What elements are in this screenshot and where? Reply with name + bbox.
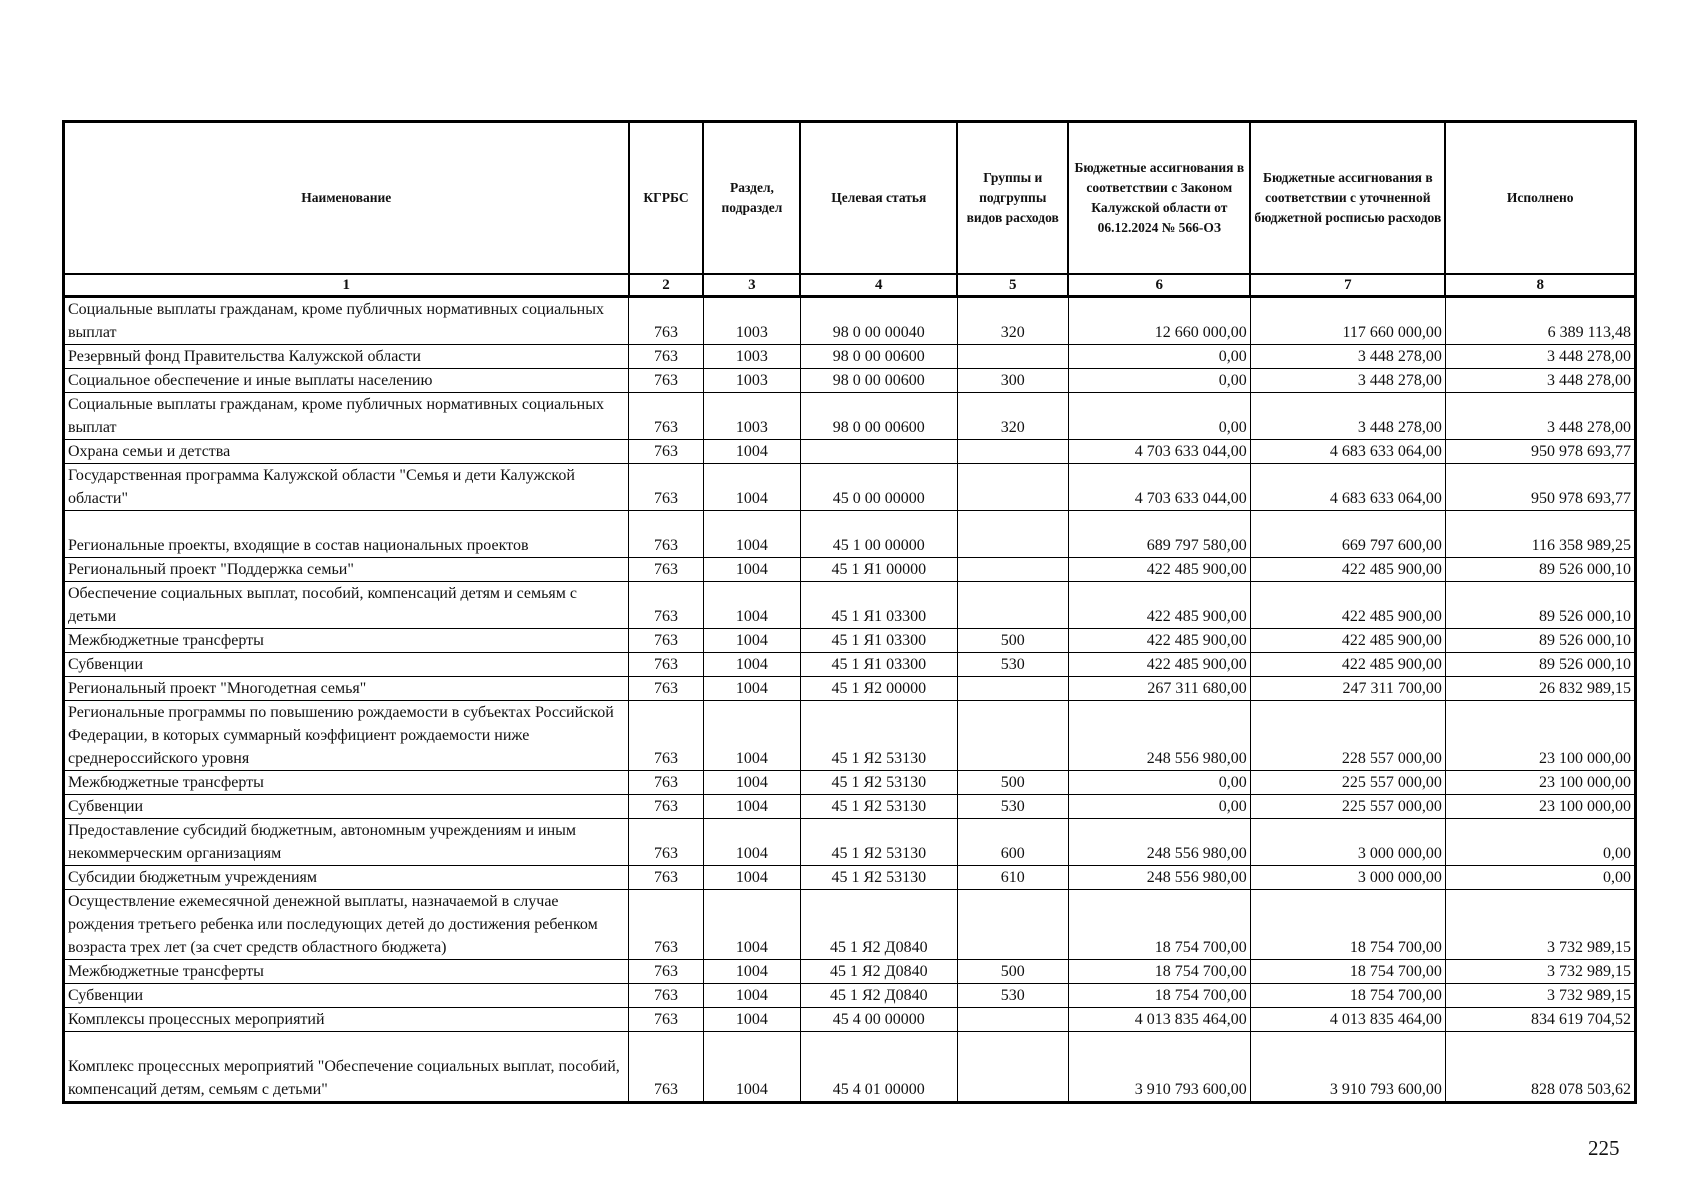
table-row: [64, 984, 1636, 1008]
table-row: [64, 464, 1636, 511]
table-row: [64, 960, 1636, 984]
column-number: 7: [1250, 274, 1445, 297]
cell-law: 248 556 980,00: [1068, 819, 1250, 866]
table-row: [64, 677, 1636, 701]
cell-target: 45 1 Я2 Д0840: [800, 984, 957, 1008]
page-number: 225: [1588, 1136, 1620, 1160]
cell-kgrbs: 763: [629, 393, 704, 440]
cell-executed: 3 732 989,15: [1445, 984, 1635, 1008]
cell-name: Охрана семьи и детства: [64, 440, 629, 464]
cell-executed: 950 978 693,77: [1445, 464, 1635, 511]
cell-executed: 26 832 989,15: [1445, 677, 1635, 701]
cell-law: 0,00: [1068, 795, 1250, 819]
column-number: 4: [800, 274, 957, 297]
cell-target: 45 1 Я1 03300: [800, 629, 957, 653]
cell-group: 320: [957, 393, 1068, 440]
cell-target: 45 1 Я2 53130: [800, 771, 957, 795]
cell-kgrbs: 763: [629, 653, 704, 677]
cell-group: 500: [957, 771, 1068, 795]
cell-law: 4 013 835 464,00: [1068, 1008, 1250, 1032]
column-number-row: [64, 274, 1636, 297]
budget-table: [62, 120, 1637, 1104]
cell-executed: 89 526 000,10: [1445, 558, 1635, 582]
cell-law: 0,00: [1068, 771, 1250, 795]
cell-refined: 225 557 000,00: [1250, 795, 1445, 819]
column-number: 3: [703, 274, 800, 297]
cell-kgrbs: 763: [629, 701, 704, 771]
cell-name: Региональные проекты, входящие в состав национальных проектов: [64, 511, 629, 558]
cell-group: 500: [957, 960, 1068, 984]
cell-executed: 3 732 989,15: [1445, 890, 1635, 960]
cell-refined: 422 485 900,00: [1250, 582, 1445, 629]
cell-executed: 89 526 000,10: [1445, 653, 1635, 677]
cell-group: 610: [957, 866, 1068, 890]
column-number: 6: [1068, 274, 1250, 297]
cell-executed: 3 732 989,15: [1445, 960, 1635, 984]
cell-kgrbs: 763: [629, 819, 704, 866]
cell-group: [957, 582, 1068, 629]
cell-refined: 3 000 000,00: [1250, 866, 1445, 890]
table-row: [64, 795, 1636, 819]
table-row: [64, 1032, 1636, 1103]
cell-name: Государственная программа Калужской области "Семья и дети Калужской области": [64, 464, 629, 511]
cell-law: 0,00: [1068, 393, 1250, 440]
cell-name: Межбюджетные трансферты: [64, 629, 629, 653]
cell-executed: 89 526 000,10: [1445, 582, 1635, 629]
cell-section: 1004: [703, 653, 800, 677]
cell-group: 500: [957, 629, 1068, 653]
cell-name: Субсидии бюджетным учреждениям: [64, 866, 629, 890]
cell-kgrbs: 763: [629, 369, 704, 393]
cell-target: 98 0 00 00600: [800, 393, 957, 440]
cell-executed: 0,00: [1445, 866, 1635, 890]
cell-executed: 828 078 503,62: [1445, 1032, 1635, 1103]
table-header-row: [64, 122, 1636, 275]
header-executed: Исполнено: [1445, 122, 1635, 275]
cell-target: 45 1 Я2 53130: [800, 819, 957, 866]
cell-law: 3 910 793 600,00: [1068, 1032, 1250, 1103]
cell-law: 248 556 980,00: [1068, 701, 1250, 771]
table-row: [64, 771, 1636, 795]
cell-refined: 18 754 700,00: [1250, 960, 1445, 984]
cell-group: [957, 677, 1068, 701]
header-kgrbs: КГРБС: [629, 122, 704, 275]
cell-target: 98 0 00 00600: [800, 369, 957, 393]
cell-executed: 23 100 000,00: [1445, 771, 1635, 795]
table-row: [64, 511, 1636, 558]
cell-section: 1004: [703, 1032, 800, 1103]
column-number: 1: [64, 274, 629, 297]
cell-executed: 89 526 000,10: [1445, 629, 1635, 653]
table-body: [64, 297, 1636, 1103]
cell-target: 45 1 Я1 00000: [800, 558, 957, 582]
cell-name: Обеспечение социальных выплат, пособий, компенсаций детям и семьям с детьми: [64, 582, 629, 629]
cell-kgrbs: 763: [629, 297, 704, 345]
cell-executed: 23 100 000,00: [1445, 701, 1635, 771]
cell-law: 4 703 633 044,00: [1068, 464, 1250, 511]
cell-name: Региональные программы по повышению рождаемости в субъектах Российской Федерации, в которых суммарный коэффициент рождаемости ниже среднероссийского уровня: [64, 701, 629, 771]
cell-section: 1004: [703, 582, 800, 629]
cell-group: [957, 1032, 1068, 1103]
cell-target: 45 1 Я2 Д0840: [800, 890, 957, 960]
cell-target: 45 4 01 00000: [800, 1032, 957, 1103]
table-row: [64, 369, 1636, 393]
cell-refined: 422 485 900,00: [1250, 653, 1445, 677]
cell-name: Осуществление ежемесячной денежной выплаты, назначаемой в случае рождения третьего ребенка или последующих детей до достижения ребенком возраста трех лет (за счет средств областного бюджета): [64, 890, 629, 960]
cell-law: 18 754 700,00: [1068, 960, 1250, 984]
cell-section: 1003: [703, 393, 800, 440]
cell-executed: 3 448 278,00: [1445, 345, 1635, 369]
cell-group: [957, 440, 1068, 464]
cell-section: 1004: [703, 677, 800, 701]
cell-section: 1004: [703, 795, 800, 819]
cell-refined: 228 557 000,00: [1250, 701, 1445, 771]
cell-name: Комплексы процессных мероприятий: [64, 1008, 629, 1032]
cell-law: 12 660 000,00: [1068, 297, 1250, 345]
cell-kgrbs: 763: [629, 960, 704, 984]
table-row: [64, 819, 1636, 866]
cell-target: 45 4 00 00000: [800, 1008, 957, 1032]
cell-group: 600: [957, 819, 1068, 866]
cell-refined: 4 683 633 064,00: [1250, 464, 1445, 511]
cell-group: [957, 890, 1068, 960]
cell-section: 1004: [703, 1008, 800, 1032]
cell-kgrbs: 763: [629, 984, 704, 1008]
cell-refined: 422 485 900,00: [1250, 629, 1445, 653]
cell-law: 0,00: [1068, 369, 1250, 393]
cell-refined: 18 754 700,00: [1250, 890, 1445, 960]
cell-kgrbs: 763: [629, 890, 704, 960]
cell-refined: 422 485 900,00: [1250, 558, 1445, 582]
cell-group: [957, 558, 1068, 582]
cell-refined: 4 683 633 064,00: [1250, 440, 1445, 464]
cell-refined: 117 660 000,00: [1250, 297, 1445, 345]
cell-law: 422 485 900,00: [1068, 582, 1250, 629]
cell-kgrbs: 763: [629, 440, 704, 464]
cell-target: 45 1 Я2 53130: [800, 795, 957, 819]
cell-section: 1004: [703, 819, 800, 866]
cell-name: Социальное обеспечение и иные выплаты населению: [64, 369, 629, 393]
cell-target: 45 1 Я2 53130: [800, 866, 957, 890]
cell-section: 1003: [703, 369, 800, 393]
header-section: Раздел, подраздел: [703, 122, 800, 275]
cell-kgrbs: 763: [629, 677, 704, 701]
cell-refined: 247 311 700,00: [1250, 677, 1445, 701]
cell-refined: 3 448 278,00: [1250, 369, 1445, 393]
cell-law: 0,00: [1068, 345, 1250, 369]
cell-section: 1004: [703, 440, 800, 464]
cell-section: 1004: [703, 464, 800, 511]
cell-kgrbs: 763: [629, 582, 704, 629]
cell-law: 4 703 633 044,00: [1068, 440, 1250, 464]
table-row: [64, 653, 1636, 677]
table-row: [64, 345, 1636, 369]
header-name: Наименование: [64, 122, 629, 275]
cell-refined: 3 910 793 600,00: [1250, 1032, 1445, 1103]
cell-group: 530: [957, 795, 1068, 819]
cell-kgrbs: 763: [629, 558, 704, 582]
cell-executed: 834 619 704,52: [1445, 1008, 1635, 1032]
column-number: 5: [957, 274, 1068, 297]
cell-section: 1003: [703, 345, 800, 369]
table-row: [64, 629, 1636, 653]
cell-target: 45 1 Я2 00000: [800, 677, 957, 701]
cell-name: Предоставление субсидий бюджетным, автономным учреждениям и иным некоммерческим организациям: [64, 819, 629, 866]
cell-law: 422 485 900,00: [1068, 653, 1250, 677]
cell-section: 1004: [703, 701, 800, 771]
header-groups: Группы и подгруппы видов расходов: [957, 122, 1068, 275]
table-row: [64, 297, 1636, 345]
cell-kgrbs: 763: [629, 345, 704, 369]
header-refined: Бюджетные ассигнования в соответствии с уточненной бюджетной росписью расходов: [1250, 122, 1445, 275]
cell-group: [957, 1008, 1068, 1032]
cell-refined: 3 448 278,00: [1250, 345, 1445, 369]
cell-target: 45 1 00 00000: [800, 511, 957, 558]
cell-name: Социальные выплаты гражданам, кроме публичных нормативных социальных выплат: [64, 393, 629, 440]
cell-target: [800, 440, 957, 464]
cell-refined: 3 448 278,00: [1250, 393, 1445, 440]
cell-executed: 6 389 113,48: [1445, 297, 1635, 345]
table-row: [64, 701, 1636, 771]
cell-name: Субвенции: [64, 795, 629, 819]
header-law: Бюджетные ассигнования в соответствии с Законом Калужской области от 06.12.2024 № 566-ОЗ: [1068, 122, 1250, 275]
cell-section: 1004: [703, 629, 800, 653]
cell-target: 45 1 Я2 Д0840: [800, 960, 957, 984]
cell-name: Межбюджетные трансферты: [64, 960, 629, 984]
cell-section: 1004: [703, 558, 800, 582]
cell-section: 1004: [703, 984, 800, 1008]
cell-target: 45 1 Я1 03300: [800, 582, 957, 629]
cell-section: 1004: [703, 866, 800, 890]
cell-group: [957, 701, 1068, 771]
cell-target: 45 1 Я1 03300: [800, 653, 957, 677]
cell-kgrbs: 763: [629, 464, 704, 511]
cell-name: Межбюджетные трансферты: [64, 771, 629, 795]
cell-group: [957, 464, 1068, 511]
cell-law: 422 485 900,00: [1068, 629, 1250, 653]
table-row: [64, 393, 1636, 440]
cell-section: 1004: [703, 771, 800, 795]
table-row: [64, 1008, 1636, 1032]
cell-name: Субвенции: [64, 653, 629, 677]
cell-executed: 3 448 278,00: [1445, 369, 1635, 393]
cell-group: [957, 345, 1068, 369]
table-row: [64, 558, 1636, 582]
column-number: 2: [629, 274, 704, 297]
cell-law: 267 311 680,00: [1068, 677, 1250, 701]
cell-law: 18 754 700,00: [1068, 890, 1250, 960]
cell-target: 45 1 Я2 53130: [800, 701, 957, 771]
cell-section: 1004: [703, 511, 800, 558]
cell-kgrbs: 763: [629, 1032, 704, 1103]
cell-law: 689 797 580,00: [1068, 511, 1250, 558]
cell-name: Региональный проект "Поддержка семьи": [64, 558, 629, 582]
cell-refined: 4 013 835 464,00: [1250, 1008, 1445, 1032]
cell-kgrbs: 763: [629, 1008, 704, 1032]
cell-target: 98 0 00 00600: [800, 345, 957, 369]
cell-section: 1003: [703, 297, 800, 345]
cell-target: 98 0 00 00040: [800, 297, 957, 345]
cell-executed: 950 978 693,77: [1445, 440, 1635, 464]
cell-section: 1004: [703, 960, 800, 984]
cell-law: 422 485 900,00: [1068, 558, 1250, 582]
cell-kgrbs: 763: [629, 866, 704, 890]
cell-name: Социальные выплаты гражданам, кроме публичных нормативных социальных выплат: [64, 297, 629, 345]
cell-law: 18 754 700,00: [1068, 984, 1250, 1008]
cell-group: 300: [957, 369, 1068, 393]
table-row: [64, 440, 1636, 464]
table-row: [64, 890, 1636, 960]
table-row: [64, 866, 1636, 890]
cell-name: Субвенции: [64, 984, 629, 1008]
cell-group: 530: [957, 653, 1068, 677]
cell-kgrbs: 763: [629, 771, 704, 795]
cell-kgrbs: 763: [629, 511, 704, 558]
cell-kgrbs: 763: [629, 795, 704, 819]
table-row: [64, 582, 1636, 629]
cell-executed: 23 100 000,00: [1445, 795, 1635, 819]
cell-name: Региональный проект "Многодетная семья": [64, 677, 629, 701]
cell-name: Резервный фонд Правительства Калужской области: [64, 345, 629, 369]
cell-refined: 18 754 700,00: [1250, 984, 1445, 1008]
cell-section: 1004: [703, 890, 800, 960]
cell-group: [957, 511, 1068, 558]
cell-name: Комплекс процессных мероприятий "Обеспечение социальных выплат, пособий, компенсаций детям, семьям с детьми": [64, 1032, 629, 1103]
header-target: Целевая статья: [800, 122, 957, 275]
column-number: 8: [1445, 274, 1635, 297]
cell-target: 45 0 00 00000: [800, 464, 957, 511]
cell-kgrbs: 763: [629, 629, 704, 653]
cell-refined: 3 000 000,00: [1250, 819, 1445, 866]
cell-law: 248 556 980,00: [1068, 866, 1250, 890]
cell-group: 530: [957, 984, 1068, 1008]
cell-refined: 669 797 600,00: [1250, 511, 1445, 558]
cell-refined: 225 557 000,00: [1250, 771, 1445, 795]
cell-executed: 116 358 989,25: [1445, 511, 1635, 558]
cell-executed: 0,00: [1445, 819, 1635, 866]
cell-executed: 3 448 278,00: [1445, 393, 1635, 440]
cell-group: 320: [957, 297, 1068, 345]
